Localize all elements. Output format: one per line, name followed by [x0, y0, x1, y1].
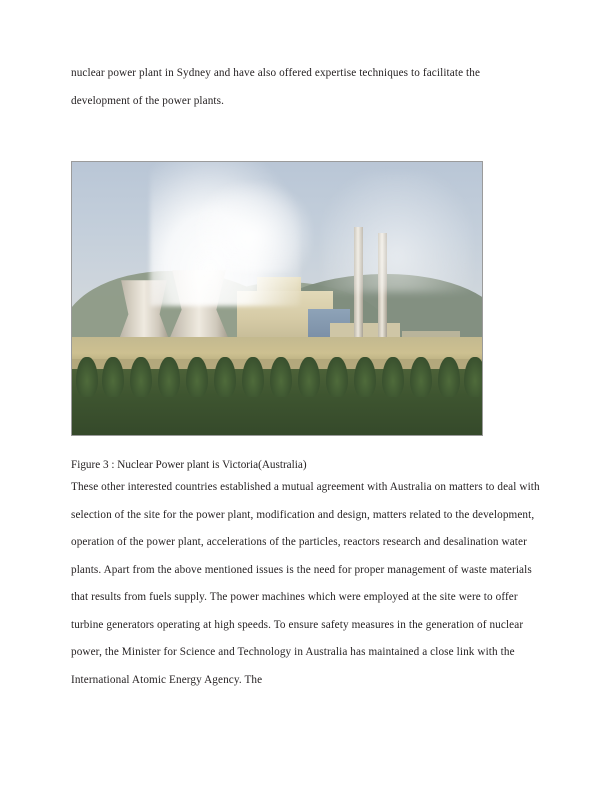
tree [410, 357, 432, 397]
tree [354, 357, 376, 397]
tree [242, 357, 264, 397]
tree [382, 357, 404, 397]
figure-caption: Figure 3 : Nuclear Power plant is Victoria(Australia) [71, 459, 307, 471]
tree [186, 357, 208, 397]
tree [326, 357, 348, 397]
tree [158, 357, 180, 397]
steam-plume-secondary [192, 182, 312, 272]
page-content [71, 60, 541, 694]
tree [464, 357, 482, 397]
power-plant-photo [72, 162, 482, 435]
steam-plume-haze [322, 172, 472, 292]
paragraph-bottom: These other interested countries established a mutual agreement with Australia on matters to deal with selection of the site for the power plant, modification and design, matters related to the development, operation of the power plant, accelerations of the particles, reactors research and desalination water plants. Apart from the above mentioned issues is the need for proper management of waste materials that results from fuels supply. The power machines which were employed at the site were to offer turbine generators operating at high speeds. To ensure safety measures in the generation of nuclear power, the Minister for Science and Technology in Australia has maintained a close link with the International Atomic Energy Agency. The [71, 481, 540, 686]
tree [270, 357, 292, 397]
paragraph-top: nuclear power plant in Sydney and have also offered expertise techniques to facilitate the development of the power plants. [71, 67, 481, 107]
tree [76, 357, 98, 397]
figure-image [71, 161, 483, 436]
tree [102, 357, 124, 397]
tree [298, 357, 320, 397]
tree [214, 357, 236, 397]
tree [130, 357, 152, 397]
tree [438, 357, 460, 397]
